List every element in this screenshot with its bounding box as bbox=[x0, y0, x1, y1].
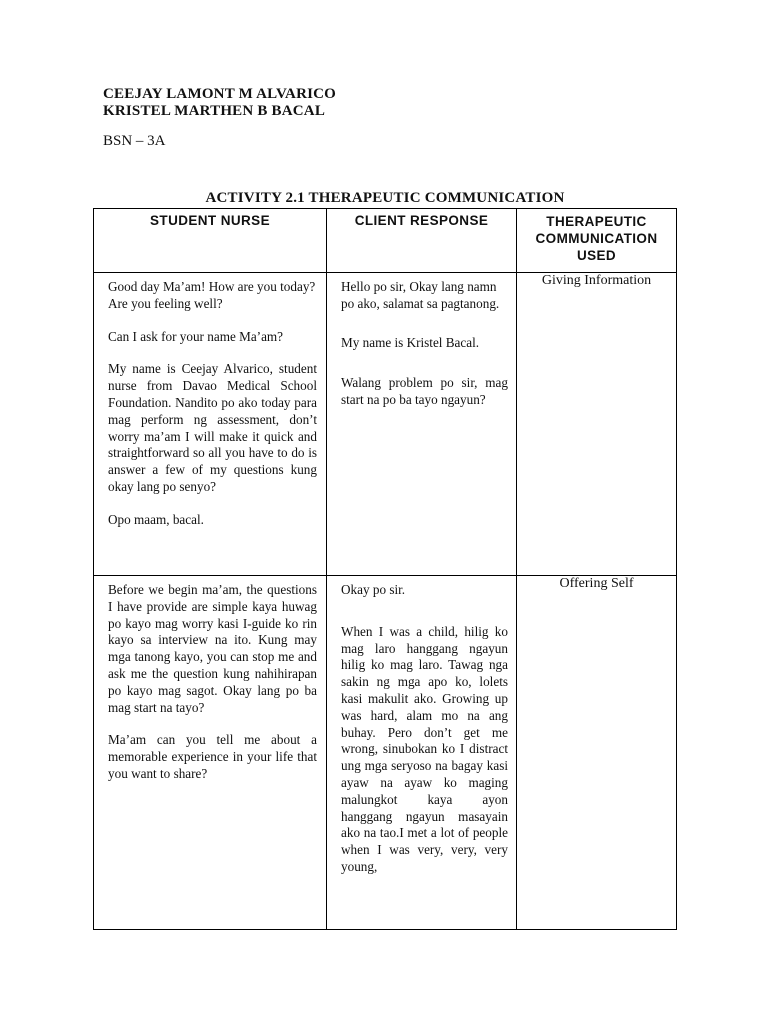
technique-cell bbox=[517, 273, 677, 576]
student-name-2: KRISTEL MARTHEN B BACAL bbox=[103, 103, 326, 119]
nurse-statement: Before we begin ma’am, the questions I have provide are simple kaya huwag po kayo mag worry kasi I-guide ko rin kayo sa interview na ito. Kung may mga tanong kayo, you can stop me and ask me the question kung nahihirapan po kayo mag sagot. Okay lang po ba mag start na tayo? bbox=[108, 582, 317, 715]
student-name-1: CEEJAY LAMONT M ALVARICO bbox=[103, 86, 337, 102]
table-row bbox=[94, 576, 677, 930]
table-row bbox=[94, 273, 677, 576]
nurse-statement: Good day Ma’am! How are you today? Are you feeling well? bbox=[108, 279, 316, 311]
section-label: BSN – 3A bbox=[103, 133, 166, 149]
nurse-statement: My name is Ceejay Alvarico, student nurse from Davao Medical School Foundation. Nandito po ako today para mag perform ng assessment, don’t worry ma’am I will make it quick and straightforward so all you have to do is answer a few of my questions kung okay lang po senyo? bbox=[108, 361, 317, 494]
activity-title: ACTIVITY 2.1 THERAPEUTIC COMMUNICATION bbox=[205, 190, 565, 206]
nurse-cell bbox=[94, 576, 327, 930]
technique-label: Offering Self bbox=[559, 576, 634, 591]
table-header-row bbox=[94, 209, 677, 273]
nurse-statement: Ma’am can you tell me about a memorable experience in your life that you want to share? bbox=[108, 732, 317, 781]
nurse-statement: Opo maam, bacal. bbox=[108, 511, 204, 527]
communication-table bbox=[93, 208, 677, 930]
technique-label: Giving Information bbox=[541, 273, 652, 288]
client-statement: When I was a child, hilig ko mag laro hanggang ngayun hilig ko mag laro. Tawag nga sakin ng mga apo ko, lolets kasi makulit ako. Growing up was hard, alam mo na ang buhay. Pero don’t get me wrong, sinubokan ko I distract ung mga seryoso na bagay kasi ayaw na ayaw ko maging malungkot kaya ayon hanggang ngayun masayain ako na tao.I met a lot of people when I was very, very, very young, bbox=[341, 623, 508, 874]
header-therapeutic-used: THERAPEUTIC COMMUNICATION USED bbox=[517, 209, 677, 273]
nurse-cell bbox=[94, 273, 327, 576]
nurse-statement: Can I ask for your name Ma’am? bbox=[108, 328, 284, 344]
client-statement: Okay po sir. bbox=[341, 582, 406, 597]
client-statement: Hello po sir, Okay lang namn po ako, salamat sa pagtanong. bbox=[341, 279, 500, 311]
header-student-nurse: STUDENT NURSE bbox=[94, 209, 327, 273]
technique-cell bbox=[517, 576, 677, 930]
client-cell bbox=[327, 576, 517, 930]
client-cell bbox=[327, 273, 517, 576]
client-statement: Walang problem po sir, mag start na po ba tayo ngayun? bbox=[341, 375, 508, 408]
header-client-response: CLIENT RESPONSE bbox=[327, 209, 517, 273]
client-statement: My name is Kristel Bacal. bbox=[341, 334, 480, 350]
